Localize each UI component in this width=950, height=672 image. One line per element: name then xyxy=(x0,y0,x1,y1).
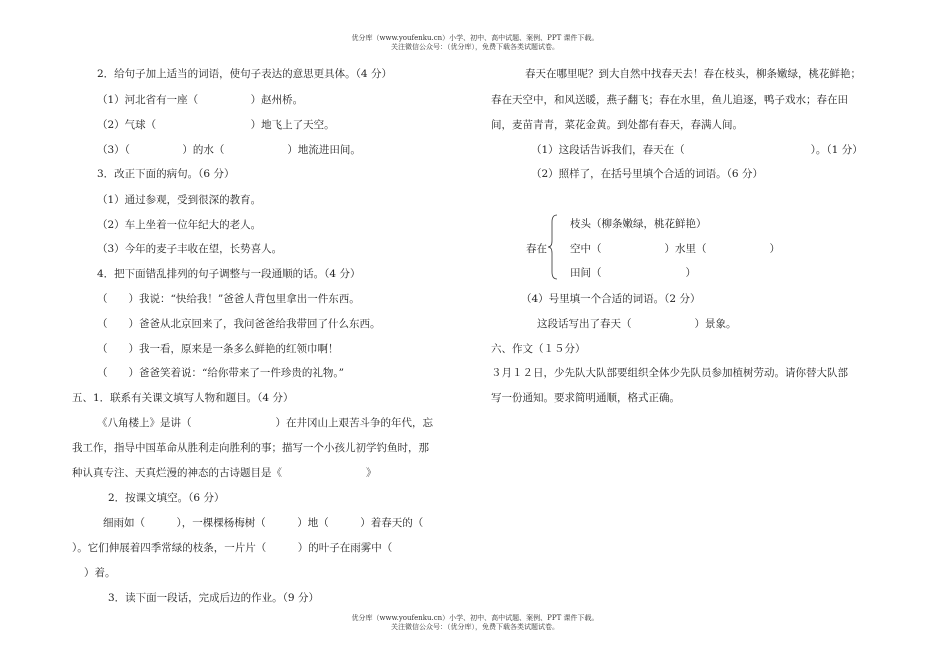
section-6-heading: 六、作文（１５分） xyxy=(491,343,586,355)
s5-q2-line-3: ）着。 xyxy=(84,567,116,579)
q3-item-3: （3）今年的麦子丰收在望，长势喜人。 xyxy=(97,243,283,255)
q2-item-1: （1）河北省有一座（ ）赵州桥。 xyxy=(97,94,304,106)
s5-q2-heading: 2．按课文填空。（6 分） xyxy=(108,492,225,504)
footer-line-1: 优分库（www.youfenku.cn）小学、初中、高中试题、案例、PPT 课件下载。 xyxy=(351,614,599,622)
q4-item-2: （ ）爸爸从北京回来了，我问爸爸给我带回了什么东西。 xyxy=(97,318,381,330)
fill-branch-field: 田间（ ） xyxy=(570,267,696,279)
q4-item-3: （ ）我一看，原来是一条多么鲜艳的红领巾啊！ xyxy=(97,343,339,355)
page-header xyxy=(0,34,950,52)
fill-branch-sky-water: 空中（ ）水里（ ） xyxy=(570,243,780,255)
q2-item-3: （3）（ ）的水（ ）地流进田间。 xyxy=(97,144,361,156)
q4-item-4: （ ）爸爸笑着说：“给你带来了一件珍贵的礼物。” xyxy=(97,367,344,379)
s5-q1-line-2: 我工作，指导中国革命从胜利走向胜利的事；描写一个小孩儿初学钓鱼时，那 xyxy=(72,442,429,454)
passage-line-2: 春在天空中，和风送暖，燕子翻飞；春在水里，鱼儿追逐，鸭子戏水；春在田 xyxy=(491,94,848,106)
s5-q2-line-2: ）。它们伸展着四季常绿的枝条，一片片（ ）的叶子在雨雾中（ xyxy=(72,542,393,554)
q3-item-2: （2）车上坐着一位年纪大的老人。 xyxy=(97,219,262,231)
passage-line-1: 春天在哪里呢？到大自然中找春天去！春在枝头，柳条嫩绿，桃花鲜艳； xyxy=(525,68,861,80)
curly-brace xyxy=(548,214,558,280)
s5-q1-line-1: 《八角楼上》是讲（ ）在井冈山上艰苦斗争的年代，忘 xyxy=(97,417,433,429)
q4-heading: 4．把下面错乱排列的句子调整与一段通顺的话。（4 分） xyxy=(97,268,361,280)
s5-q3-item-4: （4）号里填一个合适的词语。（2 分） xyxy=(521,293,701,305)
s5-q2-line-1: 细雨如（ ），一棵棵杨梅树（ ）地（ ）着春天的（ xyxy=(103,517,424,529)
q3-item-1: （1）通过参观，受到很深的教育。 xyxy=(97,194,262,206)
q2-item-2: （2）气球（ ）地飞上了天空。 xyxy=(97,119,335,131)
passage-line-3: 间，麦苗青青，菜花金黄。到处都有春天，春满人间。 xyxy=(491,119,743,131)
q3-heading: 3．改正下面的病句。（6 分） xyxy=(97,168,235,180)
q2-heading: 2．给句子加上适当的词语，使句子表达的意思更具体。（4 分） xyxy=(97,68,392,80)
fill-root-spring: 春在 xyxy=(526,243,547,255)
s5-q3-heading: 3．读下面一段话，完成后边的作业。（9 分） xyxy=(108,592,319,604)
q4-item-1: （ ）我说：“快给我！”爸爸人背包里拿出一件东西。 xyxy=(97,293,360,305)
s5-q1-line-3: 种认真专注、天真烂漫的神态的古诗题目是《 》 xyxy=(72,467,377,479)
footer-line-2: 关注微信公众号：（优分库），免费下载各类试题试卷。 xyxy=(391,623,559,631)
s5-q3-item-1: （1）这段话告诉我们，春天在（ ）。（1 分） xyxy=(531,144,863,156)
composition-line-2: 写一份通知。要求简明通顺，格式正确。 xyxy=(491,392,680,404)
s5-q3-item-4-answer: 这段话写出了春天（ ）景象。 xyxy=(537,318,737,330)
composition-line-1: ３月１２日，少先队大队部要组织全体少先队员参加植树劳动。请你替大队部 xyxy=(491,367,848,379)
header-line-2: 关注微信公众号：（优分库），免费下载各类试题试卷。 xyxy=(391,43,559,51)
fill-branch-treetop: 枝头（柳条嫩绿，桃花鲜艳） xyxy=(570,218,707,230)
section-5-heading: 五、1．联系有关课文填写人物和题目。（4 分） xyxy=(72,392,294,404)
page-footer xyxy=(0,614,950,632)
s5-q3-item-2: （2）照样了，在括号里填个合适的词语。（6 分） xyxy=(531,168,763,180)
header-line-1: 优分库（www.youfenku.cn）小学、初中、高中试题、案例、PPT 课件下载。 xyxy=(351,34,599,42)
